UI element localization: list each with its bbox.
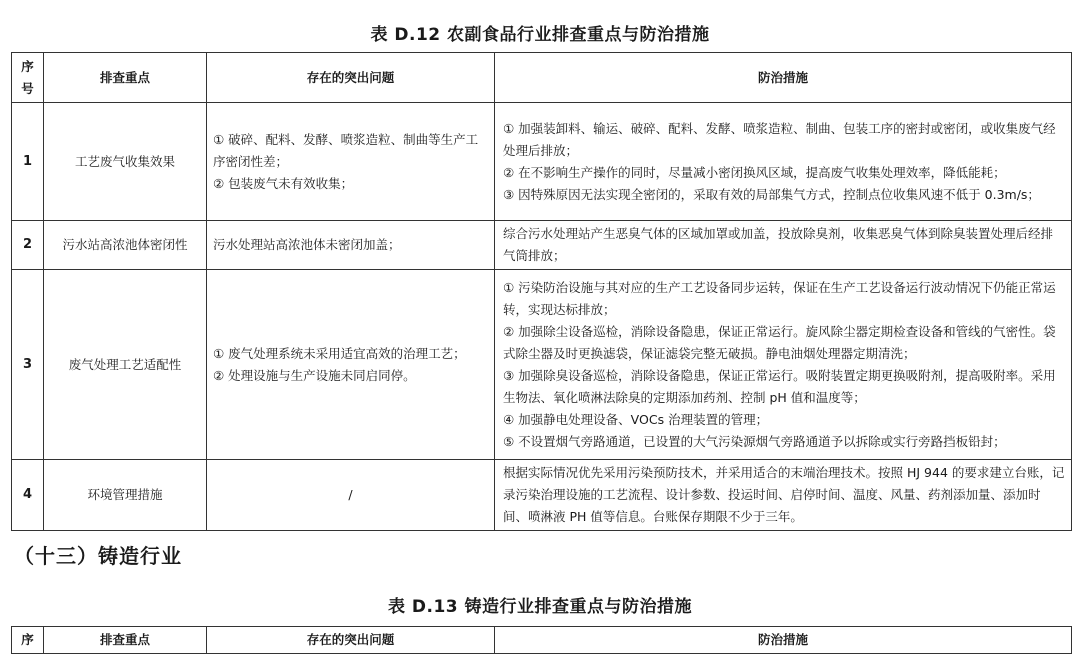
row-number: 1 bbox=[12, 103, 44, 221]
measure-line: ④ 加强静电处理设备、VOCs 治理装置的管理； bbox=[503, 411, 769, 427]
header-measure: 防治措施 bbox=[495, 627, 1072, 654]
measure-line: ③ 加强除臭设备巡检，消除设备隐患，保证正常运行。吸附装置定期更换吸附剂，提高吸附率。采用生物法、氧化喷淋法除臭的定期添加药剂、控制 pH 值和温度等； bbox=[503, 367, 1056, 405]
measure-line: ⑤ 不设置烟气旁路通道，已设置的大气污染源烟气旁路通道予以拆除或实行旁路挡板铅封； bbox=[503, 433, 1006, 449]
header-key: 排查重点 bbox=[44, 53, 207, 103]
header-measure: 防治措施 bbox=[495, 53, 1072, 103]
measure-line: 根据实际情况优先采用污染预防技术，并采用适合的末端治理技术。按照 HJ 944 的要求建立台账，记录污染治理设施的工艺流程、设计参数、投运时间、启停时间、温度、风量、药剂添加量、添加时间、喷淋液 PH 值等信息。台账保存期限不少于三年。 bbox=[503, 465, 1065, 524]
table-row bbox=[12, 270, 1072, 460]
header-seq: 序 bbox=[12, 627, 44, 654]
row-key: 废气处理工艺适配性 bbox=[44, 270, 207, 460]
table-12-title: 表 D.12 农副食品行业排查重点与防治措施 bbox=[370, 25, 710, 45]
row-issues: / bbox=[207, 460, 495, 531]
header-issue: 存在的突出问题 bbox=[207, 627, 495, 654]
row-measures bbox=[495, 221, 1072, 270]
table-13 bbox=[11, 626, 1072, 654]
issue-line: 污水处理站高浓池体未密闭加盖； bbox=[213, 237, 401, 252]
row-measures bbox=[495, 103, 1072, 221]
section-heading: （十三）铸造行业 bbox=[14, 544, 182, 568]
row-key: 污水站高浓池体密闭性 bbox=[44, 221, 207, 270]
table-row bbox=[12, 103, 1072, 221]
row-key: 环境管理措施 bbox=[44, 460, 207, 531]
issue-line: ② 处理设施与生产设施未同启同停。 bbox=[213, 367, 416, 383]
row-issues bbox=[207, 221, 495, 270]
row-number: 3 bbox=[12, 270, 44, 460]
table-row bbox=[12, 221, 1072, 270]
measure-line: ③ 因特殊原因无法实现全密闭的，采取有效的局部集气方式，控制点位收集风速不低于 0.3m/s； bbox=[503, 186, 1040, 202]
measure-line: ② 在不影响生产操作的同时，尽量减小密闭换风区域，提高废气收集处理效率，降低能耗； bbox=[503, 164, 1006, 180]
row-measures bbox=[495, 460, 1072, 531]
issue-line: ① 废气处理系统未采用适宜高效的治理工艺； bbox=[213, 345, 466, 361]
table-12 bbox=[11, 52, 1072, 531]
table-row bbox=[12, 460, 1072, 531]
measure-line: ② 加强除尘设备巡检，消除设备隐患，保证正常运行。旋风除尘器定期检查设备和管线的气密性。袋式除尘器及时更换滤袋，保证滤袋完整无破损。静电油烟处理器定期清洗； bbox=[503, 323, 1056, 361]
header-seq: 序号 bbox=[12, 53, 44, 103]
row-key: 工艺废气收集效果 bbox=[44, 103, 207, 221]
header-issue: 存在的突出问题 bbox=[207, 53, 495, 103]
row-number: 2 bbox=[12, 221, 44, 270]
row-number: 4 bbox=[12, 460, 44, 531]
measure-line: ① 污染防治设施与其对应的生产工艺设备同步运转，保证在生产工艺设备运行波动情况下仍能正常运转，实现达标排放； bbox=[503, 279, 1056, 317]
header-key: 排查重点 bbox=[44, 627, 207, 654]
measure-line: 综合污水处理站产生恶臭气体的区域加罩或加盖，投放除臭剂，收集恶臭气体到除臭装置处理后经排气筒排放； bbox=[503, 226, 1054, 263]
issue-line: ① 破碎、配料、发酵、喷浆造粒、制曲等生产工序密闭性差； bbox=[213, 131, 479, 169]
table-13-title: 表 D.13 铸造行业排查重点与防治措施 bbox=[387, 597, 693, 617]
measure-line: ① 加强装卸料、输运、破碎、配料、发酵、喷浆造粒、制曲、包装工序的密封或密闭，或收集废气经处理后排放； bbox=[503, 120, 1056, 158]
issue-line: ② 包装废气未有效收集； bbox=[213, 175, 354, 191]
row-issues bbox=[207, 270, 495, 460]
row-measures bbox=[495, 270, 1072, 460]
row-issues bbox=[207, 103, 495, 221]
